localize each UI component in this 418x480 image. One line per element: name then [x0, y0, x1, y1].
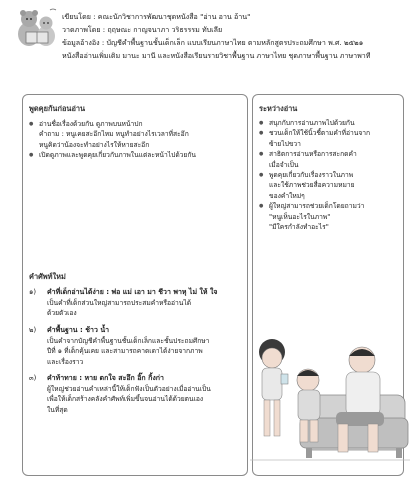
- list-item: ● ผู้ใหญ่สามารถช่วยเด็กโดยถามว่า "หนูเห็นอะไรในภาพ" "มีใครกำลังทำอะไร": [259, 201, 397, 232]
- list-item: ● เปิดดูภาพและพูดคุยเกี่ยวกับภาพในแต่ละหน้าไปด้วยกัน: [29, 150, 241, 160]
- credit-line: เขียนโดย : คณะนักวิชาการพัฒนาชุดหนังสือ "อ่าน อาน อ้าน": [62, 12, 251, 21]
- credit-line: หนังสืออ่านเพิ่มเติม มานะ มานี และหนังสือเรียนรายวิชาพื้นฐาน ภาษาไทย ชุดภาษาพื้นฐาน ภาษาพาที: [62, 51, 371, 60]
- word-group: ๑) คำที่เด็กอ่านได้ง่าย : พ่อ แม่ เอา มา ชีวา พาหุ ไม่ ให้ ใจ เป็นคำที่เด็กส่วนใหญ่สามารถประสมคำหรืออ่านได้ ด้วยตัวเอง: [29, 288, 218, 318]
- list-item: ● สาธิตการอ่านหรือการสะกดคำ เมื่อจำเป็น: [259, 149, 397, 170]
- list-item: ● พูดคุยเกี่ยวกับเรื่องราวในภาพ และใช้ภาพช่วยสื่อความหมาย ของคำใหม่ๆ: [259, 170, 397, 201]
- question-line: หนูคิดว่าน้องจะทำอย่างไรให้หายสะอึก: [39, 140, 150, 149]
- credits-text: [62, 10, 414, 62]
- list-item: ● ชวนเด็กให้ใช้นิ้วชี้ตามคำที่อ่านจาก ซ้ายไปขวา: [259, 128, 397, 149]
- list-item: ● อ่านชื่อเรื่องด้วยกัน ดูภาพบนหน้าปก: [29, 119, 241, 129]
- guide-left-panel: [22, 94, 248, 476]
- credit-line: ข้อมูลอ้างอิง : บัญชีคำพื้นฐานชั้นเด็กเล็ก แบบเรียนภาษาไทย ตามหลักสูตรประถมศึกษา พ.ศ. ๒๕๒๑: [62, 38, 364, 47]
- during-reading-title: ระหว่างอ่าน: [259, 104, 298, 113]
- list-item: ● สนุกกับการอ่านภาพไปด้วยกัน: [259, 118, 397, 128]
- credit-line: วาดภาพโดย : ฤฤษณะ กาญจนาภา วริธรรรม ทับเลีย: [62, 25, 223, 34]
- word-group: ๓) คำท้าทาย : หาย ตกใจ สะอึก อิ๊ก กิ้งก่า ผู้ใหญ่ช่วยอ่านคำเหล่านี้ให้เด็กฟังเป็นตัวอย่างเมื่ออ่านเป็น เพื่อให้เด็กสร้างคลังคำศัพท์เพิ่มขึ้นจนอ่านได้ด้วยตนเอง ในที่สุด: [29, 374, 211, 414]
- word-group: ๒) คำพื้นฐาน : ช้าว น้ำ เป็นคำจากบัญชีคำพื้นฐานชั้นเด็กเล็กและชั้นประถมศึกษา ปีที่ ๑ ที่เด็กคุ้นเคย และสามารถคาดเดาได้ง่ายจากภาพ และเรื่องราว: [29, 325, 210, 366]
- before-reading-title: พูดคุยกันก่อนอ่าน: [29, 104, 86, 113]
- credits-header: [0, 0, 418, 72]
- question-line: คำถาม : หนูเคยสะอึกไหม หนูทำอย่างไรเวลาที่สะอึก: [39, 130, 189, 139]
- family-on-sofa-illustration-icon: [250, 300, 410, 470]
- new-words-title: คำศัพท์ใหม่: [29, 272, 66, 281]
- bear-reading-logo-icon: [14, 4, 60, 50]
